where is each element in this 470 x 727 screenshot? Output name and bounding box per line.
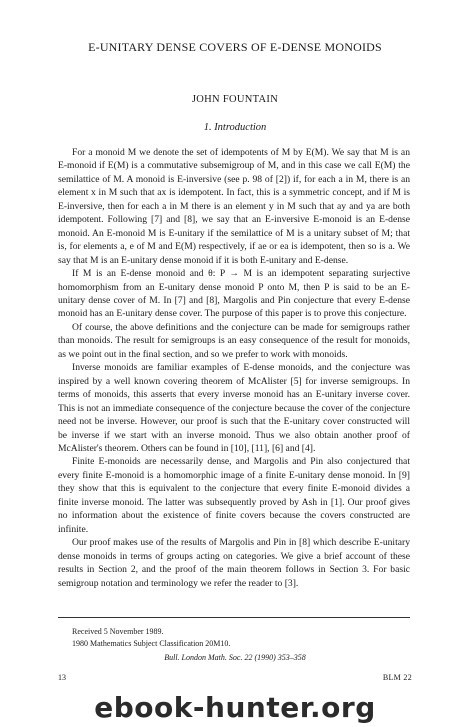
received-date: Received 5 November 1989. [72, 627, 164, 636]
paragraph: Our proof makes use of the results of Margolis and Pin in [8] which describe E-unitary dense monoids in terms of groups acting on categories. We give a brief account of these results in Section 2, and the proof of the main theorem follows in Section 3. For basic semigroup notation and terminology we refer the reader to [3]. [58, 537, 410, 589]
paragraph: For a monoid M we denote the set of idempotents of M by E(M). We say that M is an E-monoid if E(M) is a commutative subsemigroup of M, and in this case we call E(M) the semilattice of M. A monoid is E-inversive (see p. 98 of [2]) if, for each a in M, there is an element x in M such that ax is idempotent. In fact, this is a symmetric concept, and if M is E-inversive, then for each a in M there is an element y in M such that ay and ya are both idempotent. Following [7] and [8], we say that an E-inversive E-monoid is an E-dense monoid. An E-monoid M is E-unitary if the semilattice of M is a unitary subset of M; that is, for elements a, e of M and E(M) respectively, if ae or ea is idempotent, then so is a. We say that M is an E-unitary dense monoid if it is both E-unitary and E-dense. [58, 147, 410, 266]
section-heading: 1. Introduction [203, 122, 267, 133]
signature-mark: 13 [58, 673, 66, 682]
author-name: JOHN FOUNTAIN [191, 94, 279, 105]
subject-classification: 1980 Mathematics Subject Classification 20M10. [72, 639, 231, 648]
journal-citation: Bull. London Math. Soc. 22 (1990) 353–358 [164, 653, 306, 662]
footnote-rule [58, 617, 410, 618]
watermark-banner: ebook-hunter.org [94, 691, 376, 724]
paragraph: Of course, the above definitions and the conjecture can be made for semigroups rather than monoids. The result for semigroups is an easy consequence of the result for monoids, as we point out in the final section, and so we prefer to work with monoids. [58, 321, 410, 360]
paragraph: Inverse monoids are familiar examples of E-dense monoids, and the conjecture was inspired by a well known covering theorem of McAlister [5] for inverse semigroups. In terms of monoids, this asserts that every inverse monoid has an E-unitary inverse cover. This is not an immediate consequence of the conjecture because the cover of the conjecture need not be inverse. However, our proof is such that the E-unitary cover constructed will be inverse if we start with an inverse monoid. Thus we also obtain another proof of McAlister's theorem. Others can be found in [10], [11], [6] and [4]. [58, 362, 410, 454]
journal-mark: BLM 22 [382, 673, 412, 682]
body-text [58, 146, 410, 590]
paragraph: If M is an E-dense monoid and θ: P → M is an idempotent separating surjective homomorphism from an E-unitary dense monoid P onto M, then P is said to be an E-unitary dense cover of M. In [7] and [8], Margolis and Pin conjecture that every E-dense monoid has an E-unitary dense cover. The purpose of this paper is to prove this conjecture. [58, 268, 410, 320]
paper-title: E-UNITARY DENSE COVERS OF E-DENSE MONOIDS [88, 40, 382, 54]
paragraph: Finite E-monoids are necessarily dense, and Margolis and Pin also conjectured that every finite E-monoid is a homomorphic image of a finite E-unitary dense monoid. In [9] they show that this is equivalent to the conjecture that every finite E-monoid divides a finite inverse monoid. The latter was subsequently proved by Ash in [1]. Our proof gives no information about the existence of finite covers because the covers constructed are infinite. [58, 456, 410, 535]
